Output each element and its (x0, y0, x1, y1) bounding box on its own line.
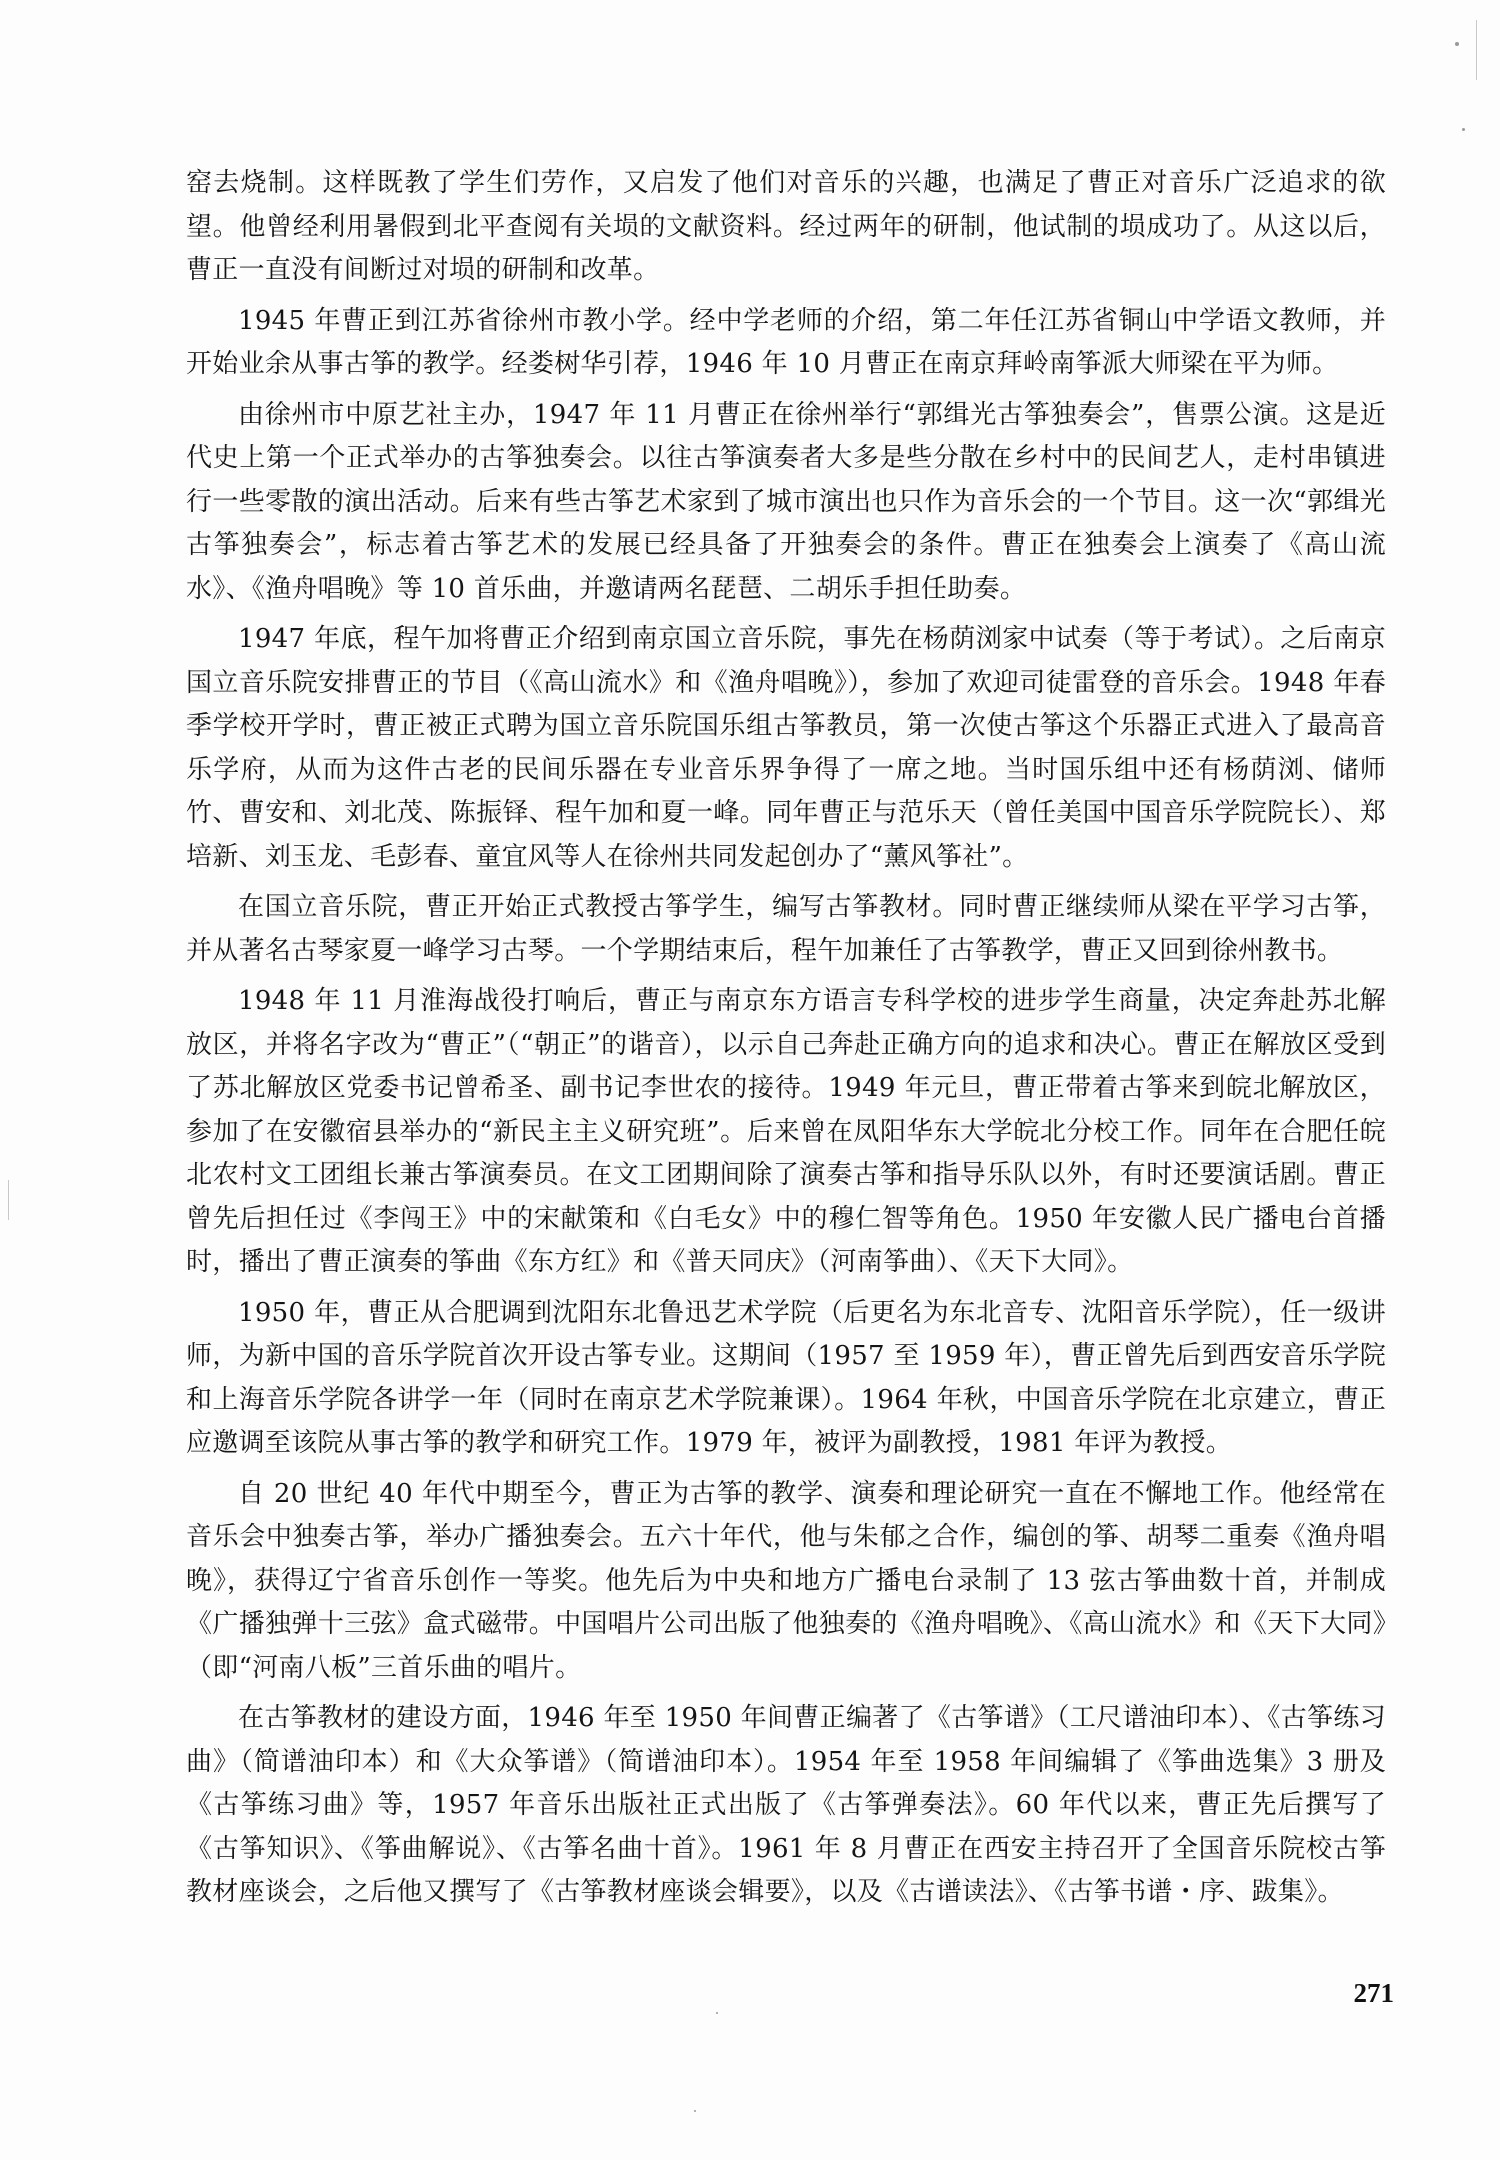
paragraph-6: 1948 年 11 月淮海战役打响后，曹正与南京东方语言专科学校的进步学生商量，决定奔赴苏北解放区，并将名字改为“曹正”（“朝正”的谐音），以示自己奔赴正确方向的追求和决心。曹正在解放区受到了苏北解放区党委书记曾希圣、副书记李世农的接待。1949 年元旦，曹正带着古筝来到皖北解放区，参加了在安徽宿县举办的“新民主主义研究班”。后来曾在凤阳华东大学皖北分校工作。同年在合肥任皖北农村文工团组长兼古筝演奏员。在文工团期间除了演奏古筝和指导乐队以外，有时还要演话剧。曹正曾先后担任过《李闯王》中的宋献策和《白毛女》中的穆仁智等角色。1950 年安徽人民广播电台首播时，播出了曹正演奏的筝曲《东方红》和《普天同庆》（河南筝曲）、《天下大同》。 (186, 986, 1386, 1277)
scan-speck (694, 2110, 696, 2112)
paragraph-8: 自 20 世纪 40 年代中期至今，曹正为古筝的教学、演奏和理论研究一直在不懈地工作。他经常在音乐会中独奏古筝，举办广播独奏会。五六十年代，他与朱郁之合作，编创的筝、胡琴二重奏《渔舟唱晚》，获得辽宁省音乐创作一等奖。他先后为中央和地方广播电台录制了 13 弦古筝曲数十首，并制成《广播独弹十三弦》盒式磁带。中国唱片公司出版了他独奏的《渔舟唱晚》、《高山流水》和《天下大同》（即“河南八板”三首乐曲的唱片。 (186, 1478, 1386, 1683)
paragraph-1: 窑去烧制。这样既教了学生们劳作，又启发了他们对音乐的兴趣，也满足了曹正对音乐广泛追求的欲望。他曾经利用暑假到北平查阅有关埙的文献资料。经过两年的研制，他试制的埙成功了。从这以后，曹正一直没有间断过对埙的研制和改革。 (186, 168, 1386, 285)
paragraph-3: 由徐州市中原艺社主办，1947 年 11 月曹正在徐州举行“郭缉光古筝独奏会”，售票公演。这是近代史上第一个正式举办的古筝独奏会。以往古筝演奏者大多是些分散在乡村中的民间艺人，走村串镇进行一些零散的演出活动。后来有些古筝艺术家到了城市演出也只作为音乐会的一个节目。这一次“郭缉光古筝独奏会”，标志着古筝艺术的发展已经具备了开独奏会的条件。曹正在独奏会上演奏了《高山流水》、《渔舟唱晚》等 10 首乐曲，并邀请两名琵琶、二胡乐手担任助奏。 (186, 399, 1386, 604)
scan-speck (1462, 128, 1465, 131)
scan-margin-mark (8, 1180, 9, 1220)
scan-speck (1455, 42, 1459, 46)
paragraph-5: 在国立音乐院，曹正开始正式教授古筝学生，编写古筝教材。同时曹正继续师从梁在平学习古筝，并从著名古琴家夏一峰学习古琴。一个学期结束后，程午加兼任了古筝教学，曹正又回到徐州教书。 (186, 892, 1386, 966)
scan-speck (716, 2012, 718, 2014)
page-number: 271 (1353, 1978, 1394, 2008)
scan-margin-mark (1476, 20, 1477, 80)
paragraph-2: 1945 年曹正到江苏省徐州市教小学。经中学老师的介绍，第二年任江苏省铜山中学语文教师，并开始业余从事古筝的教学。经娄树华引荐，1946 年 10 月曹正在南京拜岭南筝派大师梁在平为师。 (186, 305, 1386, 379)
paragraph-4: 1947 年底，程午加将曹正介绍到南京国立音乐院，事先在杨荫浏家中试奏（等于考试）。之后南京国立音乐院安排曹正的节目（《高山流水》和《渔舟唱晚》），参加了欢迎司徒雷登的音乐会。1948 年春季学校开学时，曹正被正式聘为国立音乐院国乐组古筝教员，第一次使古筝这个乐器正式进入了最高音乐学府，从而为这件古老的民间乐器在专业音乐界争得了一席之地。当时国乐组中还有杨荫浏、储师竹、曹安和、刘北茂、陈振铎、程午加和夏一峰。同年曹正与范乐天（曾任美国中国音乐学院院长）、郑培新、刘玉龙、毛彭春、童宜风等人在徐州共同发起创办了“薰风筝社”。 (186, 624, 1386, 872)
paragraph-7: 1950 年，曹正从合肥调到沈阳东北鲁迅艺术学院（后更名为东北音专、沈阳音乐学院），任一级讲师，为新中国的音乐学院首次开设古筝专业。这期间（1957 至 1959 年），曹正曾先后到西安音乐学院和上海音乐学院各讲学一年（同时在南京艺术学院兼课）。1964 年秋，中国音乐学院在北京建立，曹正应邀调至该院从事古筝的教学和研究工作。1979 年，被评为副教授，1981 年评为教授。 (186, 1297, 1386, 1458)
body-text (186, 162, 1386, 1922)
paragraph-9: 在古筝教材的建设方面，1946 年至 1950 年间曹正编著了《古筝谱》（工尺谱油印本）、《古筝练习曲》（简谱油印本）和《大众筝谱》（简谱油印本）。1954 年至 1958 年间编辑了《筝曲选集》3 册及《古筝练习曲》等，1957 年音乐出版社正式出版了《古筝弹奏法》。60 年代以来，曹正先后撰写了《古筝知识》、《筝曲解说》、《古筝名曲十首》。1961 年 8 月曹正在西安主持召开了全国音乐院校古筝教材座谈会，之后他又撰写了《古筝教材座谈会辑要》，以及《古谱读法》、《古筝书谱・序、跋集》。 (186, 1703, 1386, 1907)
